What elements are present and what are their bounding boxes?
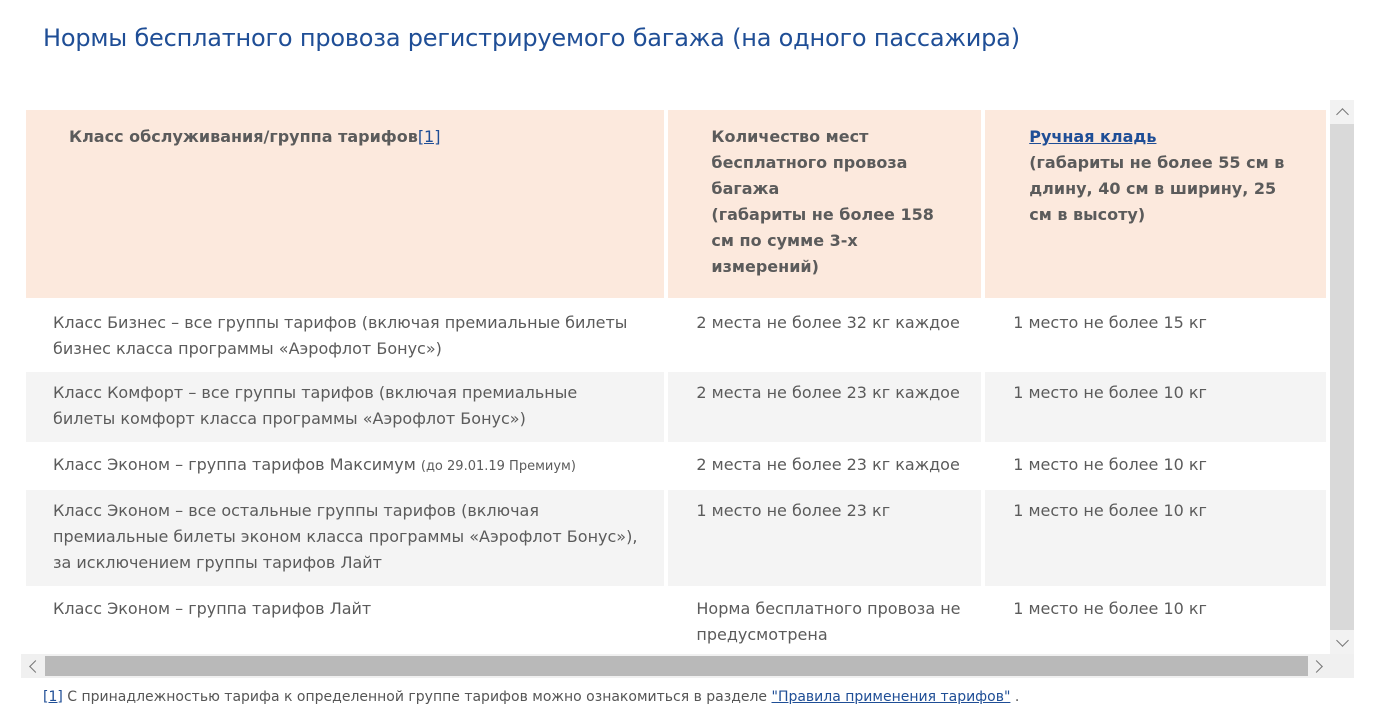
- footnote-ref-link[interactable]: [1]: [417, 127, 441, 146]
- tariff-rules-link[interactable]: "Правила применения тарифов": [771, 689, 1011, 705]
- cell-baggage: 2 места не более 32 кг каждое: [696, 313, 960, 332]
- scroll-down-button[interactable]: [1330, 630, 1354, 654]
- header-baggage-count-label: Количество мест бесплатного провоза багажа: [711, 127, 908, 198]
- horizontal-scrollbar[interactable]: [21, 654, 1354, 678]
- cell-hand-luggage: 1 место не более 10 кг: [1013, 599, 1207, 618]
- cell-class: Класс Комфорт – все группы тарифов (включая премиальные билеты комфорт класса программы «Аэрофлот Бонус»): [26, 372, 664, 442]
- page-title: Нормы бесплатного провоза регистрируемого багажа (на одного пассажира): [43, 24, 1020, 52]
- baggage-norms-table: [22, 110, 1330, 654]
- cell-hand-luggage: 1 место не более 10 кг: [1013, 455, 1207, 474]
- header-baggage-count: [668, 110, 981, 298]
- baggage-table-container: [21, 100, 1354, 678]
- cell-class-note: (до 29.01.19 Премиум): [420, 459, 576, 474]
- chevron-left-icon: [29, 660, 42, 673]
- hand-luggage-link[interactable]: Ручная кладь: [1029, 127, 1157, 146]
- cell-hand-luggage: 1 место не более 10 кг: [985, 372, 1326, 442]
- vertical-scroll-track[interactable]: [1330, 124, 1354, 630]
- table-row: [26, 586, 1326, 654]
- footnote-end: .: [1010, 689, 1020, 705]
- cell-baggage: 2 места не более 23 кг каждое: [668, 372, 981, 442]
- footnote: [43, 689, 1019, 705]
- cell-class-text: Класс Эконом – группа тарифов Максимум: [53, 455, 416, 474]
- cell-baggage: 2 места не более 23 кг каждое: [696, 455, 960, 474]
- chevron-down-icon: [1336, 634, 1349, 647]
- table-row: [26, 372, 1326, 442]
- scroll-up-button[interactable]: [1330, 100, 1354, 124]
- table-viewport: [21, 100, 1330, 654]
- table-row: [26, 442, 1326, 490]
- cell-class: Класс Эконом – группа тарифов Лайт: [53, 599, 372, 618]
- footnote-text: С принадлежностью тарифа к определенной группе тарифов можно ознакомиться в разделе: [62, 689, 772, 705]
- chevron-up-icon: [1336, 108, 1349, 121]
- table-row: [26, 490, 1326, 586]
- scroll-right-button[interactable]: [1306, 654, 1330, 678]
- cell-baggage: Норма бесплатного провоза не предусмотрена: [696, 599, 961, 644]
- header-service-class: [26, 110, 664, 298]
- cell-baggage: 1 место не более 23 кг: [668, 490, 981, 586]
- table-header-row: [26, 110, 1326, 298]
- vertical-scrollbar[interactable]: [1330, 100, 1354, 654]
- header-hand-luggage-dims: (габариты не более 55 см в длину, 40 см в ширину, 25 см в высоту): [1029, 153, 1285, 224]
- header-hand-luggage: [985, 110, 1326, 298]
- header-service-class-label: Класс обслуживания/группа тарифов: [69, 127, 418, 146]
- horizontal-scroll-thumb[interactable]: [45, 656, 1308, 676]
- footnote-number-link[interactable]: [1]: [43, 689, 63, 705]
- cell-hand-luggage: 1 место не более 10 кг: [985, 490, 1326, 586]
- cell-class: Класс Бизнес – все группы тарифов (включая премиальные билеты бизнес класса программы «Аэрофлот Бонус»): [53, 313, 628, 358]
- header-baggage-dims: (габариты не более 158 см по сумме 3-х измерений): [711, 205, 934, 276]
- table-row: [26, 298, 1326, 372]
- cell-class: Класс Эконом – все остальные группы тарифов (включая премиальные билеты эконом класса программы «Аэрофлот Бонус»), за исключением группы тарифов Лайт: [26, 490, 664, 586]
- cell-class: [26, 442, 664, 490]
- scroll-left-button[interactable]: [21, 654, 45, 678]
- chevron-right-icon: [1310, 660, 1323, 673]
- cell-hand-luggage: 1 место не более 15 кг: [1013, 313, 1207, 332]
